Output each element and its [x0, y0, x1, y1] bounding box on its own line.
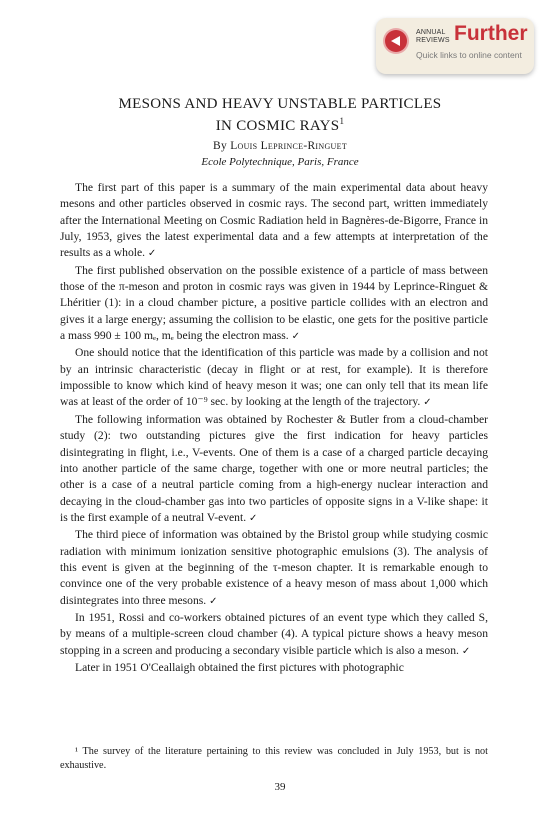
check-mark-icon: ✓: [423, 397, 432, 409]
check-mark-icon: ✓: [291, 331, 300, 343]
paragraph: Later in 1951 O'Ceallaigh obtained the first pictures with photographic: [75, 660, 404, 674]
further-badge[interactable]: [376, 18, 534, 74]
check-mark-icon: ✓: [147, 248, 157, 260]
play-icon: [385, 30, 407, 52]
check-mark-icon: ✓: [461, 645, 471, 657]
paragraph: In 1951, Rossi and co-workers obtained pictures of an event type which they called S, by means of a multiple-screen cloud chamber (4). A typical picture shows a heavy meson stopping in a screen and producing a secondary visible particle which is also a meson. ✓: [60, 610, 488, 657]
author-name: Louis Leprince-Ringuet: [230, 140, 348, 152]
paragraph: The following information was obtained by Rochester & Butler from a cloud-chamber study (2): two outstanding pictures give the first indication for heavy particles disintegrating in flight, i.e., V-events. One of them is a case of a charged particle decaying into another particle of the same charge, together with one or more neutral particles; the other is a case of a neutral particle coming from a high-energy nuclear interaction and decaying in the cloud-chamber gas into two particles of opposite signs in a V-like shape: it is the first example of a neutral V-event. ✓: [60, 412, 488, 524]
further-label: Further: [454, 22, 528, 45]
page-number: 39: [274, 781, 286, 793]
check-mark-icon: ✓: [209, 595, 218, 607]
annual-reviews-logo: ANNUAL REVIEWS: [416, 29, 450, 44]
paragraph: The third piece of information was obtained by the Bristol group while studying cosmic radiation with minimum ionization sensitive photographic emulsions (3). The analysis of this event is given at the beginning of the τ-meson chapter. It is remarkable enough to convince one of the very probable existence of a heavy meson of mass about 1,000 which disintegrates into three mesons. ✓: [60, 528, 488, 607]
title-footnote-mark: 1: [339, 116, 345, 126]
affiliation: Ecole Polytechnique, Paris, France: [201, 156, 359, 168]
article-title: MESONS AND HEAVY UNSTABLE PARTICLES IN COSMIC RAYS$^1$: [118, 96, 442, 134]
check-mark-icon: ✓: [249, 512, 258, 524]
footnote: ¹ The survey of the literature pertaining to this review was concluded in July 1953, but is not exhaustive.: [60, 746, 488, 771]
byline: By Louis Leprince-Ringuet: [212, 140, 348, 152]
paragraph: The first published observation on the possible existence of a particle of mass between those of the π-meson and proton in cosmic rays was given in 1944 by Leprince-Ringuet & Lhéritier (1): in a cloud chamber picture, a positive particle collides with an electron and gives it a large energy; assuming the collision to be elastic, one gets for the positive particle a mass 990 ± 100 mₑ, mₑ being the electron mass. ✓: [60, 263, 488, 343]
badge-tagline: Quick links to online content: [416, 50, 522, 60]
article-body: [60, 180, 488, 676]
paragraph: One should notice that the identification of this particle was made by a collision and not by an intrinsic characteristic (decay in flight or at rest, for example). It is therefore impossible to know which kind of heavy meson it was; one can only tell that its mean life was at least of the order of 10⁻⁹ sec. by looking at the length of the trajectory. ✓: [60, 346, 488, 409]
paragraph: The first part of this paper is a summary of the main experimental data about heavy mesons and other particles observed in cosmic rays. The second part, written immediately after the International Meeting on Cosmic Radiation held in Bagnères-de-Bigorre, France in July, 1953, gives the latest experimental data and a few attempts at interpretation of the results as a whole. ✓: [60, 181, 488, 260]
